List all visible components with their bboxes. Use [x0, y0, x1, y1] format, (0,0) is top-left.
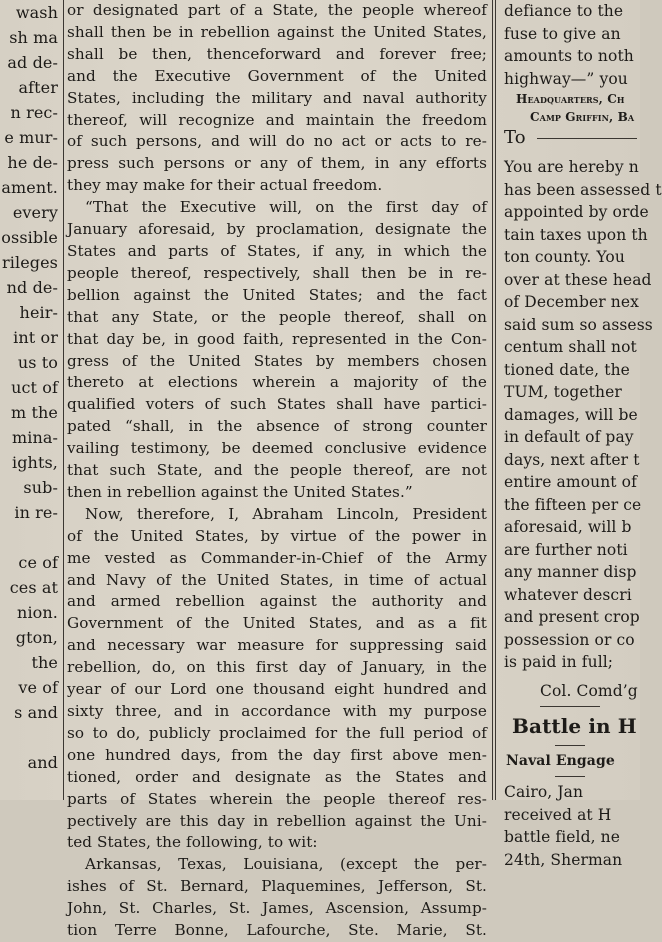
text-line: thereto at elections wherein a majority of the: [67, 373, 487, 392]
text-line: are further noti: [504, 540, 628, 559]
text-line: qualified voters of such States shall have partici-: [67, 395, 487, 414]
signature-line: Col. Comd’g: [540, 681, 638, 700]
to-label: To: [504, 127, 526, 148]
text-line: any manner disp: [504, 563, 637, 581]
text-line: sub-: [23, 478, 58, 497]
text-line: pated “shall, in the absence of strong counter: [67, 417, 487, 436]
text-line: ce of: [18, 553, 58, 572]
text-line: shall be then, thenceforward and forever free;: [67, 44, 487, 63]
text-line: of the United States, by virtue of the power in: [67, 526, 487, 545]
column-rule: [63, 0, 64, 800]
text-line: in default of pay: [504, 428, 634, 446]
text-line: m the: [11, 403, 58, 422]
text-line: and the Executive Government of the United: [67, 66, 487, 85]
text-line: sh ma: [9, 28, 58, 47]
text-line: he de-: [7, 153, 58, 172]
text-line: [0, 525, 60, 550]
text-line: TUM, together: [504, 383, 622, 401]
text-line: You are hereby n: [504, 158, 639, 176]
text-line: tion Terre Bonne, Lafourche, Ste. Marie, St.: [67, 921, 487, 940]
text-line: and armed rebellion against the authority and: [67, 592, 487, 611]
text-line: thereof, will recognize and maintain the freedom: [67, 110, 487, 129]
text-line: one hundred days, from the day first above men-: [67, 745, 487, 764]
text-line: fuse to give an: [504, 24, 621, 43]
text-line: they may make for their actual freedom.: [67, 176, 383, 195]
battle-headline: Battle in H: [512, 714, 637, 738]
text-line: rileges: [2, 253, 58, 272]
text-line: in re-: [14, 503, 58, 522]
blank-rule: [537, 138, 637, 139]
text-line: tioned, order and designate as the States and: [67, 767, 487, 786]
text-line: of such persons, and will do no act or acts to re-: [67, 132, 487, 151]
text-line: mina-: [11, 428, 58, 447]
text-line: people thereof, respectively, shall then be in re-: [67, 263, 487, 282]
text-line: the fifteen per ce: [504, 495, 642, 514]
text-line: wash: [15, 3, 58, 22]
text-line: damages, will be: [504, 405, 638, 424]
text-line: us to: [17, 353, 58, 372]
text-line: ces at: [9, 578, 58, 597]
text-line: John, St. Charles, St. James, Ascension, Assump-: [67, 899, 487, 918]
text-line: States and parts of States, if any, in which the: [67, 241, 487, 260]
text-line: entire amount of: [504, 473, 637, 491]
text-line: Now, therefore, I, Abraham Lincoln, President: [85, 504, 487, 523]
text-line: and: [27, 753, 58, 772]
text-line: or designated part of a State, the people whereof: [67, 1, 487, 19]
text-line: battle field, ne: [504, 828, 621, 846]
text-line: ted States, the following, to wit:: [67, 833, 318, 852]
right-column: [500, 0, 662, 869]
text-line: every: [12, 203, 58, 222]
text-line: so to do, publicly proclaimed for the full period of: [67, 723, 487, 742]
notice-to-line: [500, 126, 640, 150]
text-line: of December nex: [504, 293, 639, 311]
text-line: and Navy of the United States, in time of actual: [67, 570, 487, 589]
text-line: [0, 725, 60, 750]
text-line: and present crop: [504, 608, 640, 626]
text-line: nion.: [17, 603, 58, 622]
text-line: ossible: [1, 228, 58, 247]
text-line: press such persons or any of them, in any efforts: [67, 154, 487, 173]
text-line: highway—” you: [504, 69, 628, 88]
text-line: Government of the United States, and as a fit: [67, 614, 487, 633]
text-line: aforesaid, will b: [504, 518, 632, 536]
text-line: tioned date, the: [504, 360, 630, 379]
text-line: 24th, Sherman: [504, 850, 623, 869]
text-line: that any State, or the people thereof, shall on: [67, 307, 487, 326]
text-line: Cairo, Jan: [504, 783, 584, 801]
text-line: gton,: [15, 628, 58, 647]
text-line: me vested as Commander-in-Chief of the Army: [67, 548, 487, 567]
left-column: [0, 0, 60, 800]
text-line: ad de-: [7, 53, 58, 72]
divider: [555, 745, 585, 746]
text-line: ton county. You: [504, 248, 625, 266]
text-line: n rec-: [10, 103, 58, 122]
divider: [540, 706, 600, 707]
text-line: heir-: [19, 303, 58, 322]
text-line: shall then be in rebellion against the United States,: [67, 22, 487, 41]
camp-line: Camp Griffin, Ba: [530, 110, 635, 124]
text-line: Arkansas, Texas, Louisiana, (except the per-: [85, 855, 487, 874]
text-line: received at H: [504, 805, 612, 824]
text-line: the: [31, 653, 58, 672]
text-line: that day be, in good faith, represented in the Con-: [67, 329, 487, 348]
text-line: and necessary war measure for suppressing said: [67, 636, 487, 655]
text-line: int or: [13, 328, 58, 347]
text-line: ve of: [18, 678, 58, 697]
text-line: centum shall not: [504, 338, 637, 356]
text-line: said sum so assess: [504, 315, 653, 334]
column-rule: [495, 0, 496, 800]
text-line: e mur-: [4, 128, 58, 147]
column-rule: [492, 0, 493, 800]
text-line: uct of: [11, 378, 58, 397]
text-line: ishes of St. Bernard, Plaquemines, Jefferson, St.: [67, 877, 487, 896]
text-line: tain taxes upon th: [504, 225, 648, 244]
text-line: possession or co: [504, 630, 635, 649]
text-line: pectively are this day in rebellion against the Uni-: [67, 811, 487, 830]
text-line: appointed by orde: [504, 203, 649, 221]
text-line: that such State, and the people thereof, are not: [67, 461, 487, 480]
text-line: rebellion, do, on this first day of January, in the: [67, 658, 487, 677]
text-line: defiance to the: [504, 2, 624, 20]
text-line: over at these head: [504, 270, 652, 289]
text-line: then in rebellion against the United States.”: [67, 482, 413, 501]
text-line: parts of States wherein the people thereof res-: [67, 789, 487, 808]
text-line: sixty three, and in accordance with my purpose: [67, 702, 487, 720]
divider: [555, 776, 585, 777]
text-line: nd de-: [6, 278, 58, 297]
text-line: s and: [14, 703, 58, 722]
text-line: year of our Lord one thousand eight hundred and: [67, 680, 487, 699]
headquarters-line: Headquarters, Ch: [516, 92, 625, 106]
text-line: vailing testimony, be deemed conclusive evidence: [67, 439, 487, 458]
text-line: has been assessed t: [504, 180, 662, 199]
text-line: States, including the military and naval authority: [67, 88, 487, 107]
proclamation-column: [67, 0, 487, 940]
text-line: after: [18, 78, 58, 97]
text-line: days, next after t: [504, 450, 640, 469]
text-line: January aforesaid, by proclamation, designate the: [67, 220, 487, 239]
naval-subhead: Naval Engage: [506, 753, 615, 769]
text-line: gress of the United States by members chosen: [67, 351, 487, 370]
text-line: is paid in full;: [504, 653, 614, 671]
text-line: ights,: [12, 453, 58, 472]
text-line: ament.: [1, 178, 58, 197]
text-line: amounts to noth: [504, 47, 634, 65]
text-line: whatever descri: [504, 585, 632, 604]
text-line: “That the Executive will, on the first day of: [85, 198, 487, 217]
text-line: bellion against the United States; and the fact: [67, 285, 487, 304]
